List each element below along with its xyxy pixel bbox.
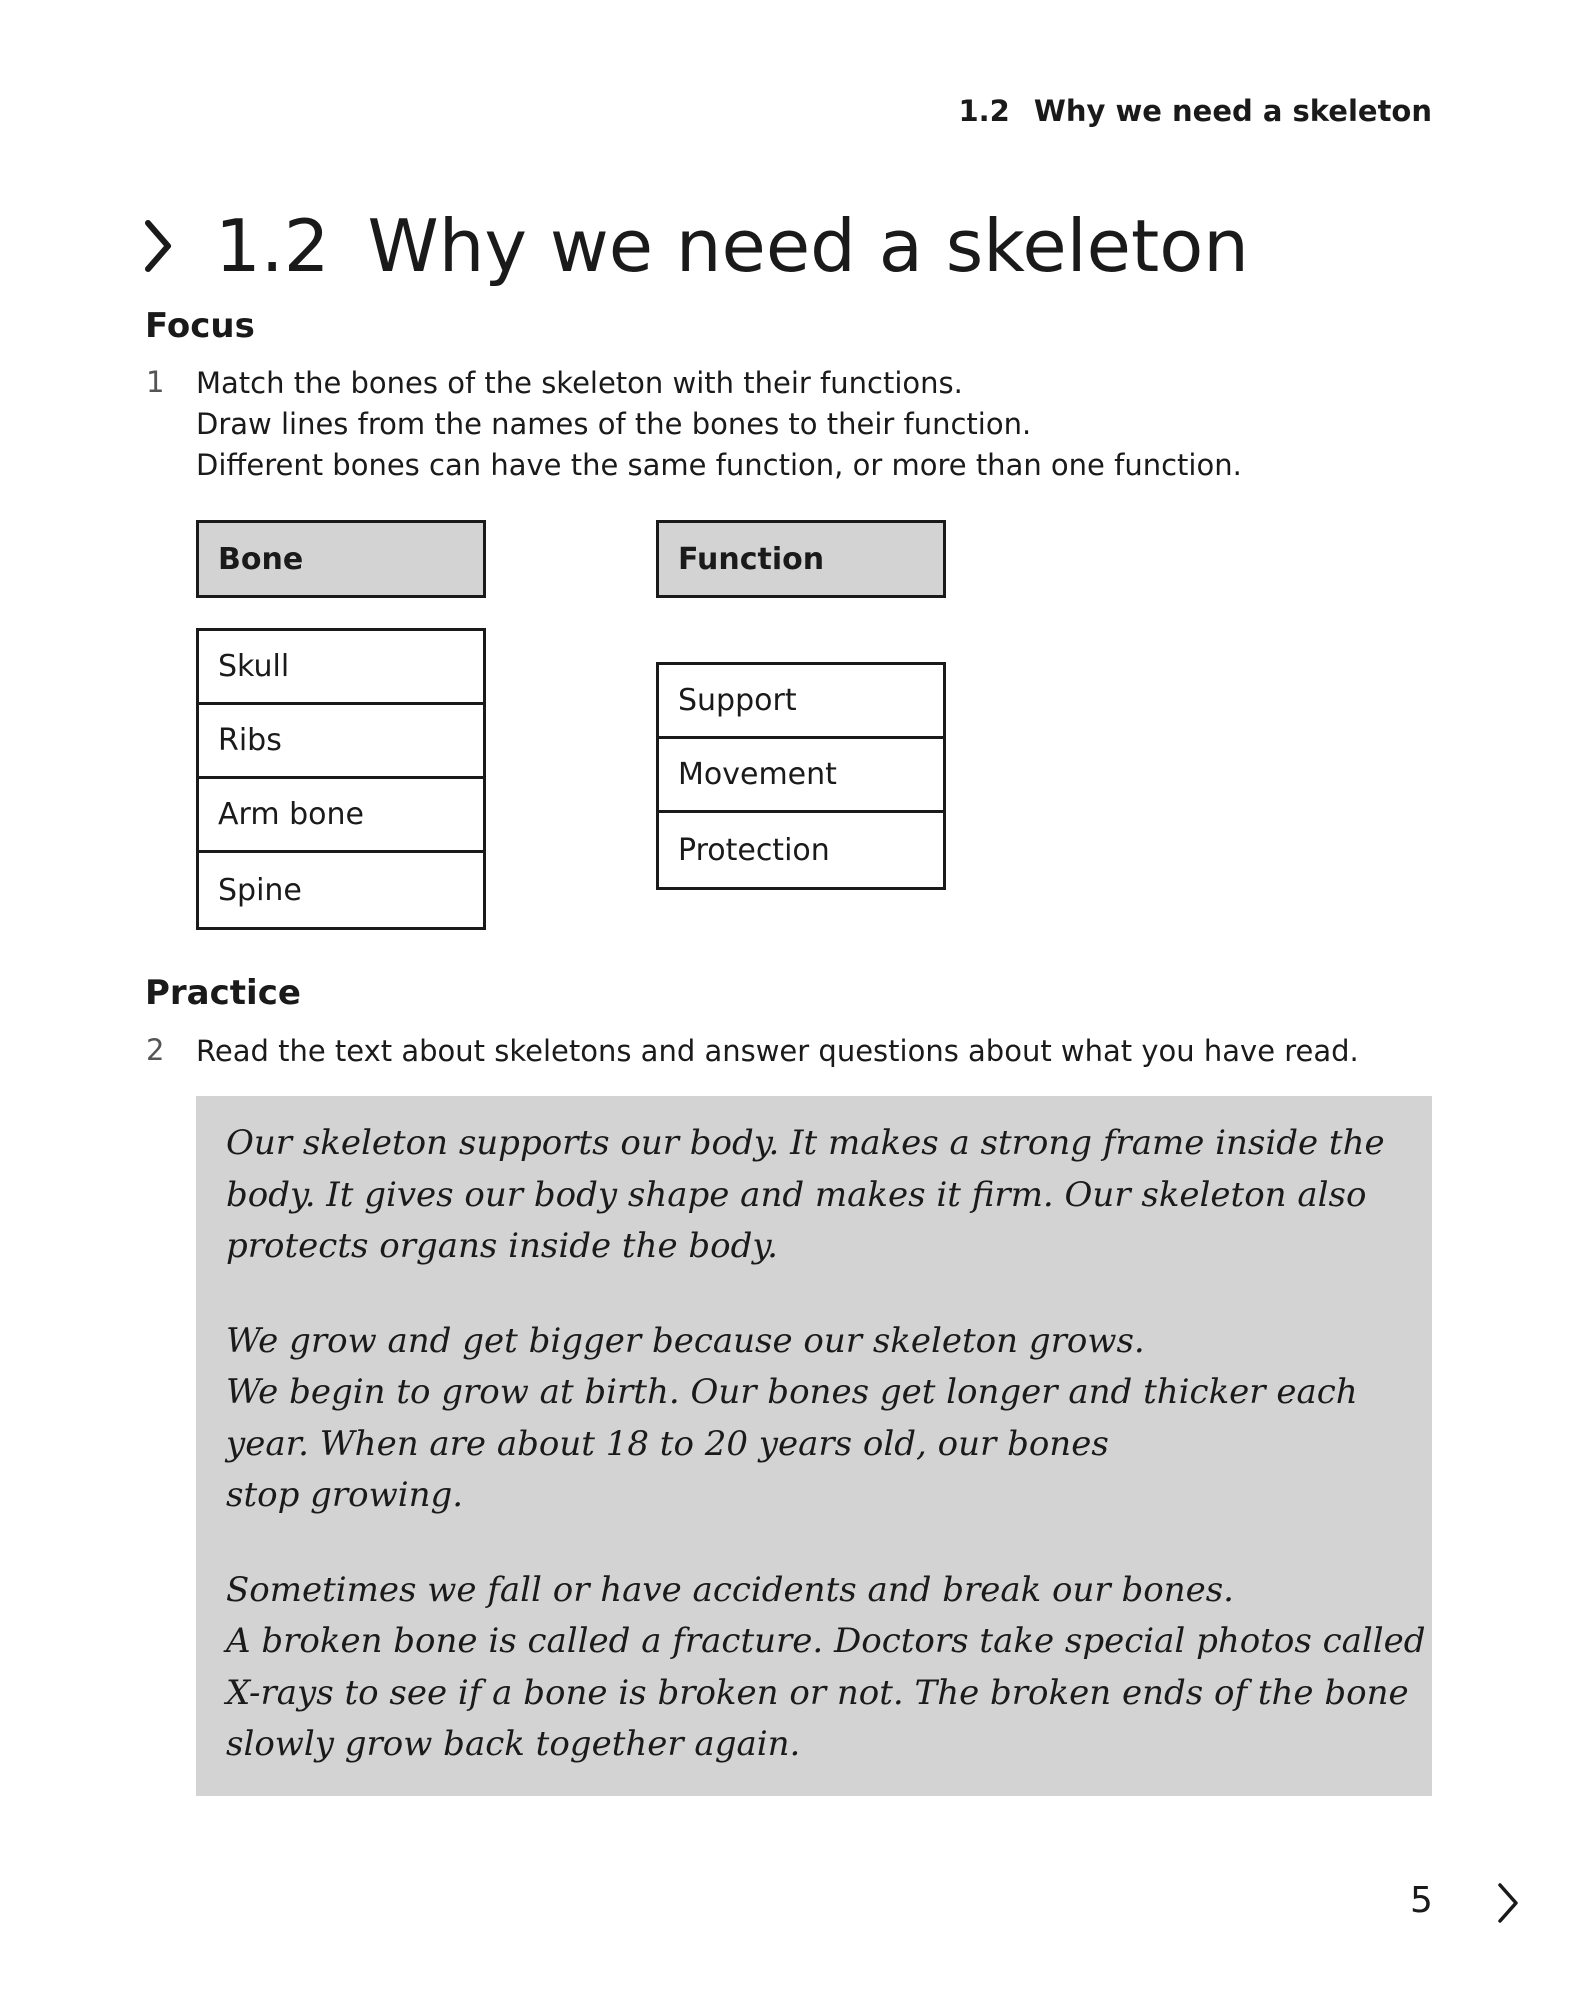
bone-item-skull[interactable]: Skull [199,631,483,705]
question-number-2: 2 [146,1033,165,1067]
reading-line: stop growing. [226,1475,464,1515]
reading-line: Our skeleton supports our body. It makes a strong frame inside the [226,1123,1385,1163]
function-header: Function [656,520,946,598]
function-item-support[interactable]: Support [659,665,943,739]
page-number: 5 [1410,1880,1433,1921]
function-list [656,662,946,890]
bone-list [196,628,486,930]
reading-paragraph [226,1316,1402,1522]
focus-heading: Focus [145,306,255,346]
reading-passage [196,1096,1432,1796]
chevron-right-icon [143,218,173,274]
title-number: 1.2 [215,204,330,288]
reading-line: We grow and get bigger because our skeleton grows. [226,1320,1145,1361]
question-number-1: 1 [146,365,165,399]
reading-line: We begin to grow at birth. Our bones get longer and thicker each [226,1372,1358,1412]
instruction-line: Different bones can have the same function, or more than one function. [196,448,1242,482]
running-head-title: Why we need a skeleton [1033,94,1432,128]
reading-paragraph [226,1565,1426,1771]
reading-line: body. It gives our body shape and makes it firm. Our skeleton also [226,1174,1367,1215]
focus-instructions [196,363,1242,486]
bone-header: Bone [196,520,486,598]
running-head-number: 1.2 [958,94,1010,128]
title-text: Why we need a skeleton [367,204,1249,288]
reading-line: year. When are about 18 to 20 years old, our bones [226,1423,1109,1464]
reading-line: X-rays to see if a bone is broken or not. The broken ends of the bone [226,1672,1409,1713]
bone-item-arm-bone[interactable]: Arm bone [199,779,483,853]
practice-heading: Practice [145,973,301,1013]
reading-line: A broken bone is called a fracture. Doctors take special photos called [226,1621,1426,1661]
practice-instruction: Read the text about skeletons and answer questions about what you have read. [196,1034,1359,1068]
function-item-protection[interactable]: Protection [678,832,830,868]
chevron-right-icon[interactable] [1497,1882,1519,1924]
reading-line: Sometimes we fall or have accidents and break our bones. [226,1569,1234,1610]
reading-paragraph [226,1118,1402,1273]
bone-item-ribs[interactable]: Ribs [199,705,483,779]
reading-line: protects organs inside the body. [226,1226,778,1266]
reading-line: slowly grow back together again. [226,1724,801,1764]
instruction-line: Match the bones of the skeleton with their functions. [196,366,963,400]
bone-item-spine[interactable]: Spine [218,872,302,908]
function-item-movement[interactable]: Movement [659,739,943,813]
page-title [143,206,1249,286]
running-head [958,94,1432,128]
instruction-line: Draw lines from the names of the bones to their function. [196,407,1032,441]
